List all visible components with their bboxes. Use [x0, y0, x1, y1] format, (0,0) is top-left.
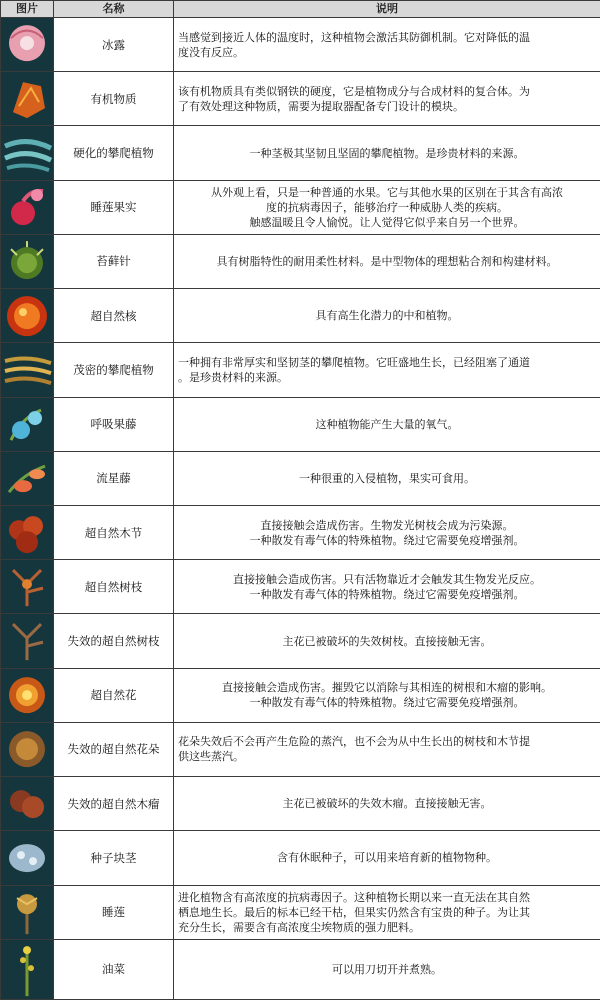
- description-line: 栖息地生长。最后的标本已经干枯，但果实仍然含有宝贵的种子。为让其: [178, 905, 530, 919]
- item-description: [174, 180, 600, 234]
- description-line: 具有高生化潜力的中和植物。: [315, 309, 459, 323]
- description-line: 一种散发有毒气体的特殊植物。绕过它需要免疫增强剂。: [249, 533, 525, 547]
- table-row: [1, 72, 600, 126]
- table-row: [1, 777, 600, 831]
- table-row: [1, 451, 600, 505]
- description-line: 一种拥有非常厚实和坚韧茎的攀爬植物。它旺盛地生长，已经阻塞了通道: [178, 355, 530, 369]
- item-image-cell: [1, 560, 54, 614]
- red-node-icon: [1, 506, 54, 559]
- item-description: [174, 885, 600, 939]
- table-header-row: [1, 1, 600, 18]
- description-line: 主花已被破坏的失效树枝。直接接触无害。: [282, 634, 492, 648]
- golden-vine-icon: [1, 343, 54, 396]
- item-name: 超自然树枝: [54, 560, 174, 614]
- description-line: 直接接触会造成伤害。只有活物靠近才会触发其生物发光反应。: [233, 572, 541, 586]
- item-image-cell: [1, 397, 54, 451]
- table-row: [1, 397, 600, 451]
- item-name: 冰露: [54, 18, 174, 72]
- item-name: 超自然花: [54, 668, 174, 722]
- description-line: 进化植物含有高浓度的抗病毒因子。这种植物长期以来一直无法在其自然: [178, 890, 530, 904]
- item-image-cell: [1, 451, 54, 505]
- description-line: 度没有反应。: [178, 45, 244, 59]
- item-name: 硬化的攀爬植物: [54, 126, 174, 180]
- red-fruit-icon: [1, 181, 54, 234]
- item-image-cell: [1, 831, 54, 885]
- table-row: [1, 289, 600, 343]
- seed-tuber-icon: [1, 831, 54, 884]
- description-line: 主花已被破坏的失效木瘤。直接接触无害。: [282, 797, 492, 811]
- red-branch-icon: [1, 560, 54, 613]
- item-name: 苔藓针: [54, 234, 174, 288]
- description-line: 度的抗病毒因子，能够治疗一种威胁人类的疾病。: [266, 200, 508, 214]
- table-row: [1, 343, 600, 397]
- header-image: 图片: [1, 1, 54, 18]
- orange-organic-matter-icon: [1, 72, 54, 125]
- item-image-cell: [1, 885, 54, 939]
- description-line: 一种散发有毒气体的特殊植物。绕过它需要免疫增强剂。: [249, 696, 525, 710]
- meteor-vine-icon: [1, 452, 54, 505]
- description-line: 一种很重的入侵植物，果实可食用。: [299, 471, 475, 485]
- item-name: 睡莲: [54, 885, 174, 939]
- table-row: [1, 885, 600, 939]
- item-description: [174, 939, 600, 999]
- item-name: 有机物质: [54, 72, 174, 126]
- description-line: 直接接触会造成伤害。摧毁它以消除与其相连的树根和木瘤的影响。: [222, 681, 552, 695]
- table-row: [1, 126, 600, 180]
- description-line: 触感温暖且令人愉悦。让人觉得它似乎来自另一个世界。: [249, 215, 525, 229]
- item-image-cell: [1, 614, 54, 668]
- table-row: [1, 505, 600, 559]
- item-description: [174, 668, 600, 722]
- item-description: [174, 72, 600, 126]
- rapeseed-icon: [1, 940, 54, 999]
- item-image-cell: [1, 289, 54, 343]
- item-description: [174, 451, 600, 505]
- description-line: 。是珍贵材料的来源。: [178, 370, 288, 384]
- table-row: [1, 668, 600, 722]
- item-image-cell: [1, 126, 54, 180]
- item-description: [174, 289, 600, 343]
- item-image-cell: [1, 18, 54, 72]
- item-image-cell: [1, 505, 54, 559]
- table-row: [1, 722, 600, 776]
- item-description: [174, 343, 600, 397]
- description-line: 具有树脂特性的耐用柔性材料。是中型物体的理想粘合剂和构建材料。: [216, 254, 558, 268]
- teal-vine-icon: [1, 126, 54, 179]
- item-description: [174, 505, 600, 559]
- item-image-cell: [1, 72, 54, 126]
- item-image-cell: [1, 343, 54, 397]
- blue-breath-vine-icon: [1, 398, 54, 451]
- header-description: 说明: [174, 1, 600, 18]
- item-description: [174, 397, 600, 451]
- item-name: 茂密的攀爬植物: [54, 343, 174, 397]
- item-name: 失效的超自然树枝: [54, 614, 174, 668]
- item-name: 油菜: [54, 939, 174, 999]
- description-line: 了有效处理这种物质，需要为提取器配备专门设计的模块。: [178, 99, 464, 113]
- description-line: 当感觉到接近人体的温度时，这种植物会激活其防御机制。它对降低的温: [178, 30, 530, 44]
- item-name: 失效的超自然木瘤: [54, 777, 174, 831]
- item-image-cell: [1, 180, 54, 234]
- description-line: 该有机物质具有类似钢铁的硬度，它是植物成分与合成材料的复合体。为: [178, 84, 530, 98]
- item-name: 呼吸果藤: [54, 397, 174, 451]
- item-name: 流星藤: [54, 451, 174, 505]
- description-line: 充分生长，需要含有高浓度尘埃物质的强力肥料。: [178, 920, 420, 934]
- description-line: 一种茎极其坚韧且坚固的攀爬植物。是珍贵材料的来源。: [249, 146, 525, 160]
- table-row: [1, 614, 600, 668]
- table-row: [1, 939, 600, 999]
- table-row: [1, 831, 600, 885]
- item-name: 失效的超自然花朵: [54, 722, 174, 776]
- pink-flower-icon: [1, 18, 54, 71]
- table-row: [1, 180, 600, 234]
- description-line: 花朵失效后不会再产生危险的蒸汽，也不会为从中生长出的树枝和木节提: [178, 735, 530, 749]
- item-description: [174, 614, 600, 668]
- item-description: [174, 234, 600, 288]
- item-description: [174, 18, 600, 72]
- dry-lotus-icon: [1, 886, 54, 939]
- dead-branch-icon: [1, 614, 54, 667]
- orange-flower-icon: [1, 669, 54, 722]
- item-description: [174, 560, 600, 614]
- item-image-cell: [1, 234, 54, 288]
- item-name: 超自然木节: [54, 505, 174, 559]
- table-row: [1, 234, 600, 288]
- header-name: 名称: [54, 1, 174, 18]
- item-name: 睡莲果实: [54, 180, 174, 234]
- description-line: 这种植物能产生大量的氧气。: [315, 417, 459, 431]
- item-name: 种子块茎: [54, 831, 174, 885]
- description-line: 直接接触会造成伤害。生物发光树枝会成为污染源。: [260, 518, 514, 532]
- item-image-cell: [1, 722, 54, 776]
- item-image-cell: [1, 939, 54, 999]
- description-line: 供这些蒸汽。: [178, 750, 244, 764]
- description-line: 含有休眠种子，可以用来培育新的植物物种。: [277, 851, 497, 865]
- table-row: [1, 560, 600, 614]
- orange-core-icon: [1, 289, 54, 342]
- item-image-cell: [1, 668, 54, 722]
- item-description: [174, 126, 600, 180]
- item-image-cell: [1, 777, 54, 831]
- item-description: [174, 722, 600, 776]
- item-name: 超自然核: [54, 289, 174, 343]
- item-description: [174, 831, 600, 885]
- table-row: [1, 18, 600, 72]
- description-line: 可以用刀切开并煮熟。: [332, 962, 442, 976]
- item-description: [174, 777, 600, 831]
- description-line: 一种散发有毒气体的特殊植物。绕过它需要免疫增强剂。: [249, 587, 525, 601]
- description-line: 从外观上看，只是一种普通的水果。它与其他水果的区别在于其含有高浓: [211, 185, 563, 199]
- dead-tumor-icon: [1, 777, 54, 830]
- dead-flower-icon: [1, 723, 54, 776]
- spiky-moss-icon: [1, 235, 54, 288]
